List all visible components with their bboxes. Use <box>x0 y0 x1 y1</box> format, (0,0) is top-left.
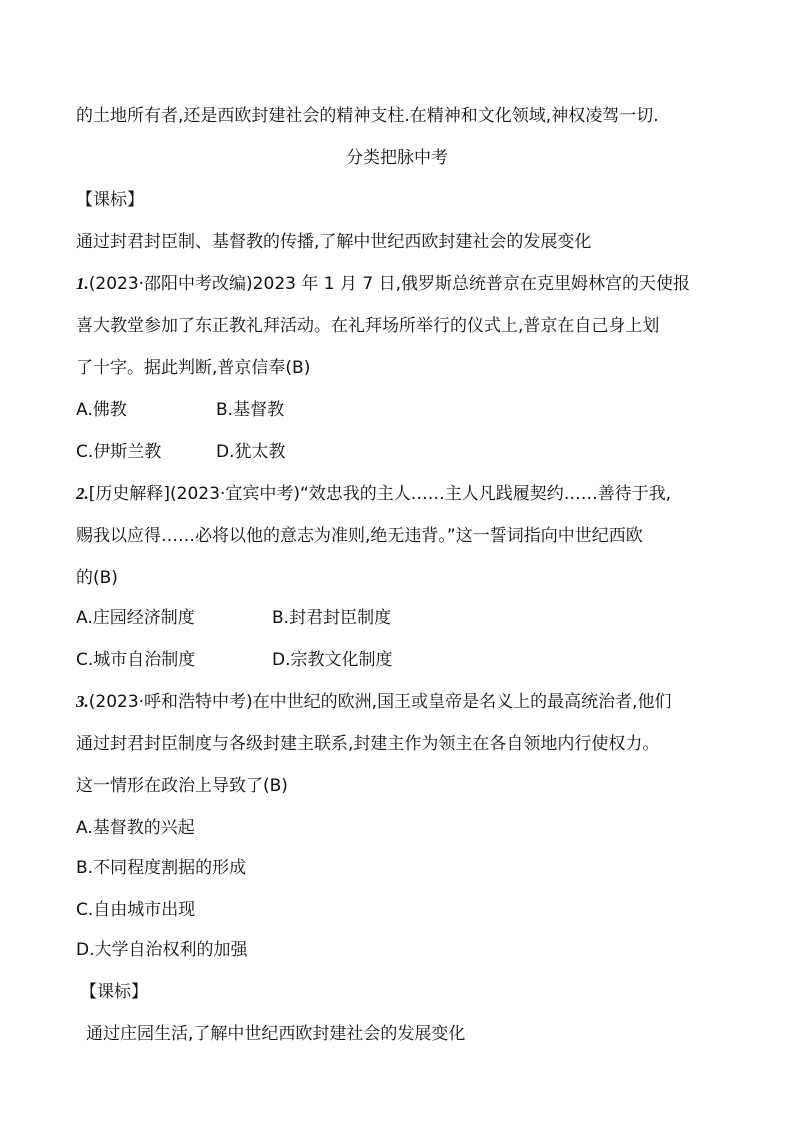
intro-line: 的土地所有者,还是西欧封建社会的精神支柱.在精神和文化领域,神权凌驾一切. <box>76 106 659 126</box>
question-2-line-2: 赐我以应得……必将以他的意志为准则,绝无违背。”这一誓词指向中世纪西欧 <box>76 526 643 546</box>
question-1-option-a: A.佛教 <box>76 400 127 420</box>
question-1-option-b: B.基督教 <box>216 400 285 420</box>
section-title: 分类把脉中考 <box>346 148 448 168</box>
question-3-option-b: B.不同程度割据的形成 <box>76 858 247 878</box>
question-1-line-3: 了十字。据此判断,普京信奉(B) <box>76 358 311 378</box>
question-3-option-d: D.大学自治权利的加强 <box>76 940 248 960</box>
question-2-option-d: D.宗教文化制度 <box>272 650 393 670</box>
question-2-number: 2. <box>76 484 89 503</box>
question-3-line-2: 通过封君封臣制度与各级封建主联系,封建主作为领主在各自领地内行使权力。 <box>76 734 660 754</box>
question-3-option-c: C.自由城市出现 <box>76 900 196 920</box>
question-2-text-1: [历史解释](2023·宜宾中考)“效忠我的主人……主人凡践履契约……善待于我, <box>88 484 672 504</box>
question-3-line-1 <box>76 690 672 714</box>
curriculum-standard-2: 通过庄园生活,了解中世纪西欧封建社会的发展变化 <box>86 1024 466 1044</box>
question-1-option-d: D.犹太教 <box>216 442 286 462</box>
question-2-line-3: 的(B) <box>76 568 118 588</box>
question-3-text-1: (2023·呼和浩特中考)在中世纪的欧洲,国王或皇帝是名义上的最高统治者,他们 <box>88 692 672 712</box>
question-2-option-c: C.城市自治制度 <box>76 650 196 670</box>
question-3-line-3: 这一情形在政治上导致了(B) <box>76 776 288 796</box>
question-2-option-a: A.庄园经济制度 <box>76 608 195 628</box>
curriculum-tag-2: 【课标】 <box>80 982 148 1002</box>
question-1-text-1: (2023·邵阳中考改编)2023 年 1 月 7 日,俄罗斯总统普京在克里姆林宫的天使报 <box>88 274 690 294</box>
curriculum-tag: 【课标】 <box>76 190 144 210</box>
question-1-line-1 <box>76 272 690 296</box>
question-3-option-a: A.基督教的兴起 <box>76 818 195 838</box>
question-2-option-b: B.封君封臣制度 <box>272 608 392 628</box>
question-1-line-2: 喜大教堂参加了东正教礼拜活动。在礼拜场所举行的仪式上,普京在自己身上划 <box>76 316 660 336</box>
question-2-line-1 <box>76 482 671 506</box>
question-1-option-c: C.伊斯兰教 <box>76 442 162 462</box>
question-1-number: 1. <box>76 274 89 293</box>
question-3-number: 3. <box>76 692 89 711</box>
curriculum-standard: 通过封君封臣制、基督教的传播,了解中世纪西欧封建社会的发展变化 <box>76 232 592 252</box>
